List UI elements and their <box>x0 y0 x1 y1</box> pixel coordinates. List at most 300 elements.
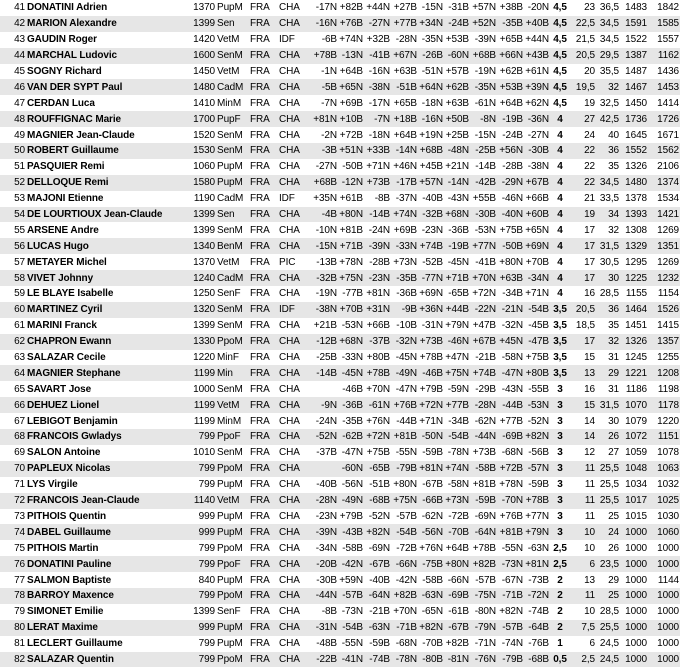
elo-rating: 1530 <box>178 143 216 159</box>
performance: 1186 <box>620 381 648 397</box>
round-2: +10B <box>338 111 364 127</box>
round-2: -12N <box>338 175 364 191</box>
rank-cell: 48 <box>0 111 26 127</box>
round-8: -68N <box>497 445 524 461</box>
performance: 1155 <box>620 286 648 302</box>
round-9: +71N <box>524 286 550 302</box>
round-3: -38N <box>364 79 391 95</box>
category: VetM <box>216 32 249 48</box>
elo-rating: 1370 <box>178 254 216 270</box>
round-1: -13B <box>306 254 338 270</box>
round-6: -36B <box>444 222 470 238</box>
elo-rating: 1340 <box>178 238 216 254</box>
round-5: +57N <box>418 175 444 191</box>
tiebreak-1: 22 <box>570 175 596 191</box>
round-1: -2N <box>306 127 338 143</box>
federation: FRA <box>249 524 278 540</box>
tiebreak-1: 15 <box>570 350 596 366</box>
round-4: +63B <box>391 64 418 80</box>
federation: FRA <box>249 477 278 493</box>
league: CHA <box>278 238 306 254</box>
table-row <box>0 79 680 95</box>
round-3: -24N <box>364 222 391 238</box>
round-7: +70N <box>470 270 497 286</box>
round-2: -55N <box>338 636 364 652</box>
player-name: ROBERT Guillaume <box>26 143 178 159</box>
table-row <box>0 397 680 413</box>
round-4: -36B <box>391 286 418 302</box>
tiebreak-1: 10 <box>570 540 596 556</box>
round-2: +76B <box>338 16 364 32</box>
federation: FRA <box>249 556 278 572</box>
round-8: -79B <box>497 652 524 668</box>
performance: 1000 <box>620 620 648 636</box>
round-1: -7N <box>306 95 338 111</box>
tiebreak-2: 31 <box>596 350 620 366</box>
rank-cell: 63 <box>0 350 26 366</box>
round-7: +55B <box>470 191 497 207</box>
table-row <box>0 302 680 318</box>
round-9: +66B <box>524 191 550 207</box>
performance: 1387 <box>620 48 648 64</box>
tiebreak-2: 30,5 <box>596 254 620 270</box>
elo-rating: 1330 <box>178 334 216 350</box>
round-5: +71N <box>418 413 444 429</box>
tiebreak-2: 40 <box>596 127 620 143</box>
performance: 1000 <box>620 556 648 572</box>
tiebreak-1: 10 <box>570 524 596 540</box>
performance: 1225 <box>620 270 648 286</box>
table-row <box>0 524 680 540</box>
rating-2: 1557 <box>648 32 680 48</box>
round-8: +76B <box>497 509 524 525</box>
tiebreak-1: 11 <box>570 588 596 604</box>
round-5: +74B <box>418 238 444 254</box>
round-2: +65N <box>338 79 364 95</box>
rating-2: 1000 <box>648 604 680 620</box>
performance: 1079 <box>620 413 648 429</box>
round-6: +80N <box>444 556 470 572</box>
tiebreak-1: 12 <box>570 445 596 461</box>
federation: FRA <box>249 48 278 64</box>
round-7: -57B <box>470 572 497 588</box>
round-3: -51B <box>364 477 391 493</box>
tiebreak-2: 32 <box>596 79 620 95</box>
round-7: -69N <box>470 509 497 525</box>
round-6: -69B <box>444 588 470 604</box>
rank-cell: 71 <box>0 477 26 493</box>
table-row <box>0 191 680 207</box>
round-9: -30B <box>524 143 550 159</box>
elo-rating: 1700 <box>178 111 216 127</box>
round-9: +44N <box>524 32 550 48</box>
round-2: -47N <box>338 445 364 461</box>
round-6: -48N <box>444 143 470 159</box>
round-5: -46B <box>418 365 444 381</box>
performance: 1000 <box>620 652 648 668</box>
round-9: -53N <box>524 397 550 413</box>
round-7: -61N <box>470 95 497 111</box>
player-name: LE BLAYE Isabelle <box>26 286 178 302</box>
round-4: -54B <box>391 524 418 540</box>
tiebreak-1: 22,5 <box>570 16 596 32</box>
round-9: +65N <box>524 222 550 238</box>
round-2: +70B <box>338 302 364 318</box>
round-5: +76N <box>418 540 444 556</box>
rank-cell: 82 <box>0 652 26 668</box>
round-4: -10B <box>391 318 418 334</box>
round-8: -28B <box>497 159 524 175</box>
rank-cell: 47 <box>0 95 26 111</box>
tiebreak-1: 21,5 <box>570 32 596 48</box>
round-1: -22B <box>306 652 338 668</box>
elo-rating: 1600 <box>178 48 216 64</box>
round-2: +74N <box>338 32 364 48</box>
table-row <box>0 238 680 254</box>
points: 3 <box>550 429 570 445</box>
round-4: -55N <box>391 445 418 461</box>
elo-rating: 1399 <box>178 318 216 334</box>
table-row <box>0 111 680 127</box>
round-1: -1N <box>306 64 338 80</box>
rank-cell: 55 <box>0 222 26 238</box>
round-6: +77B <box>444 397 470 413</box>
tiebreak-1: 6 <box>570 556 596 572</box>
round-9: +75B <box>524 350 550 366</box>
player-name: DONATINI Adrien <box>26 0 178 16</box>
round-9: +61N <box>524 64 550 80</box>
rank-cell: 77 <box>0 572 26 588</box>
round-1: -6B <box>306 32 338 48</box>
elo-rating: 799 <box>178 461 216 477</box>
tiebreak-2: 29,5 <box>596 48 620 64</box>
player-name: SAVART Jose <box>26 381 178 397</box>
tiebreak-2: 25,5 <box>596 493 620 509</box>
rating-2: 1000 <box>648 588 680 604</box>
round-4: -68N <box>391 636 418 652</box>
rank-cell: 52 <box>0 175 26 191</box>
league: CHA <box>278 652 306 668</box>
round-5: +68B <box>418 143 444 159</box>
federation: FRA <box>249 111 278 127</box>
table-row <box>0 652 680 668</box>
performance: 1000 <box>620 636 648 652</box>
round-8: +65B <box>497 32 524 48</box>
round-4: -45N <box>391 350 418 366</box>
performance: 1308 <box>620 222 648 238</box>
rating-2: 1415 <box>648 318 680 334</box>
category: PupM <box>216 175 249 191</box>
table-row <box>0 350 680 366</box>
round-4: -14N <box>391 143 418 159</box>
round-4: -33N <box>391 238 418 254</box>
rank-cell: 69 <box>0 445 26 461</box>
points: 2 <box>550 572 570 588</box>
round-1: +21B <box>306 318 338 334</box>
player-name: PASQUIER Remi <box>26 159 178 175</box>
round-2: +80N <box>338 207 364 223</box>
elo-rating: 840 <box>178 572 216 588</box>
category: PpoF <box>216 429 249 445</box>
points: 2 <box>550 620 570 636</box>
performance: 1487 <box>620 64 648 80</box>
player-name: MARCHAL Ludovic <box>26 48 178 64</box>
rating-2: 1255 <box>648 350 680 366</box>
player-name: MAGNIER Stephane <box>26 365 178 381</box>
round-3: +78B <box>364 365 391 381</box>
player-name: DE LOURTIOUX Jean-Claude <box>26 207 178 223</box>
round-4: -79B <box>391 461 418 477</box>
category: MinM <box>216 413 249 429</box>
round-1: -19N <box>306 286 338 302</box>
round-2: +69B <box>338 95 364 111</box>
elo-rating: 1010 <box>178 445 216 461</box>
round-2: -73N <box>338 604 364 620</box>
federation: FRA <box>249 222 278 238</box>
round-4: -51B <box>391 79 418 95</box>
federation: FRA <box>249 334 278 350</box>
round-4: -32N <box>391 334 418 350</box>
tiebreak-1: 6 <box>570 636 596 652</box>
league: CHA <box>278 318 306 334</box>
rank-cell: 76 <box>0 556 26 572</box>
round-6: -81N <box>444 652 470 668</box>
round-6: -43N <box>444 191 470 207</box>
tiebreak-2: 36,5 <box>596 0 620 16</box>
points: 3 <box>550 397 570 413</box>
tiebreak-2: 24,5 <box>596 652 620 668</box>
round-3: +75B <box>364 445 391 461</box>
round-3: +73B <box>364 175 391 191</box>
round-2: +78N <box>338 254 364 270</box>
round-9: -59B <box>524 477 550 493</box>
elo-rating: 1060 <box>178 159 216 175</box>
round-9: -56B <box>524 445 550 461</box>
table-row <box>0 16 680 32</box>
league: IDF <box>278 191 306 207</box>
round-9: -72N <box>524 588 550 604</box>
elo-rating: 1450 <box>178 64 216 80</box>
category: VetM <box>216 254 249 270</box>
round-5: -66B <box>418 493 444 509</box>
tiebreak-2: 25,5 <box>596 620 620 636</box>
rank-cell: 74 <box>0 524 26 540</box>
rating-2: 1154 <box>648 286 680 302</box>
round-7: -79N <box>470 620 497 636</box>
round-4: +69B <box>391 222 418 238</box>
federation: FRA <box>249 652 278 668</box>
round-9: -36N <box>524 111 550 127</box>
round-3: -16N <box>364 64 391 80</box>
category: PpoF <box>216 556 249 572</box>
round-4: +73N <box>391 254 418 270</box>
player-name: PITHOIS Quentin <box>26 509 178 525</box>
rating-2: 1526 <box>648 302 680 318</box>
federation: FRA <box>249 127 278 143</box>
round-7: +77N <box>470 238 497 254</box>
round-5: +72N <box>418 397 444 413</box>
round-3: +81N <box>364 286 391 302</box>
round-6: -19B <box>444 238 470 254</box>
round-6: -67B <box>444 620 470 636</box>
rating-2: 1726 <box>648 111 680 127</box>
league: CHA <box>278 572 306 588</box>
category: PupM <box>216 509 249 525</box>
round-6: +79N <box>444 318 470 334</box>
player-name: LERAT Maxime <box>26 620 178 636</box>
table-row <box>0 32 680 48</box>
round-3: -7N <box>364 111 391 127</box>
round-5: +69N <box>418 286 444 302</box>
table-row <box>0 48 680 64</box>
round-4: +64B <box>391 127 418 143</box>
round-2: +82B <box>338 0 364 16</box>
round-7: -29B <box>470 381 497 397</box>
category: SenM <box>216 445 249 461</box>
federation: FRA <box>249 493 278 509</box>
round-7: -35N <box>470 79 497 95</box>
round-8: -43N <box>497 381 524 397</box>
round-5: -50N <box>418 429 444 445</box>
round-7: +72N <box>470 286 497 302</box>
performance: 1326 <box>620 334 648 350</box>
elo-rating: 799 <box>178 556 216 572</box>
round-7: -8N <box>470 111 497 127</box>
round-6: +73N <box>444 493 470 509</box>
elo-rating: 1320 <box>178 302 216 318</box>
round-2: -57B <box>338 588 364 604</box>
rating-2: 1025 <box>648 493 680 509</box>
round-6: -65B <box>444 286 470 302</box>
round-5: -62N <box>418 509 444 525</box>
rating-2: 1269 <box>648 222 680 238</box>
round-9: -73B <box>524 572 550 588</box>
rating-2: 1151 <box>648 429 680 445</box>
federation: FRA <box>249 365 278 381</box>
player-name: FRANCOIS Gwladys <box>26 429 178 445</box>
round-1: -5B <box>306 79 338 95</box>
tiebreak-2: 27 <box>596 445 620 461</box>
player-name: BARROY Maxence <box>26 588 178 604</box>
rating-2: 1269 <box>648 254 680 270</box>
round-2: -54B <box>338 620 364 636</box>
rating-2: 1000 <box>648 620 680 636</box>
round-2: -58B <box>338 540 364 556</box>
player-name: ROUFFIGNAC Marie <box>26 111 178 127</box>
round-8: -69B <box>497 429 524 445</box>
round-2: +75N <box>338 270 364 286</box>
round-3: -64N <box>364 588 391 604</box>
federation: FRA <box>249 540 278 556</box>
rank-cell: 78 <box>0 588 26 604</box>
rank-cell: 59 <box>0 286 26 302</box>
league: CHA <box>278 524 306 540</box>
round-8: -67N <box>497 572 524 588</box>
league: CHA <box>278 620 306 636</box>
round-8: -73N <box>497 556 524 572</box>
league: CHA <box>278 270 306 286</box>
rating-2: 1357 <box>648 334 680 350</box>
elo-rating: 1370 <box>178 0 216 16</box>
federation: FRA <box>249 191 278 207</box>
points: 2 <box>550 604 570 620</box>
round-6: +21N <box>444 159 470 175</box>
performance: 1645 <box>620 127 648 143</box>
round-4: +74N <box>391 207 418 223</box>
round-8: +63B <box>497 270 524 286</box>
round-5: -52B <box>418 254 444 270</box>
round-9: -47B <box>524 334 550 350</box>
round-4: +81B <box>391 429 418 445</box>
round-8: +78N <box>497 477 524 493</box>
category: PpoM <box>216 334 249 350</box>
round-1: -23N <box>306 509 338 525</box>
category: Sen <box>216 207 249 223</box>
rating-2: 1198 <box>648 381 680 397</box>
table-row <box>0 365 680 381</box>
federation: FRA <box>249 143 278 159</box>
round-2: +59N <box>338 572 364 588</box>
round-8: +56N <box>497 143 524 159</box>
player-name: VIVET Johnny <box>26 270 178 286</box>
player-name: CHAPRON Ewann <box>26 334 178 350</box>
tiebreak-1: 23 <box>570 0 596 16</box>
player-name: LEBIGOT Benjamin <box>26 413 178 429</box>
rating-2: 1178 <box>648 397 680 413</box>
federation: FRA <box>249 429 278 445</box>
round-5: -18N <box>418 95 444 111</box>
round-7: -64N <box>470 524 497 540</box>
federation: FRA <box>249 318 278 334</box>
league: CHA <box>278 64 306 80</box>
rank-cell: 73 <box>0 509 26 525</box>
round-9: +39N <box>524 79 550 95</box>
tiebreak-1: 2,5 <box>570 652 596 668</box>
table-row <box>0 64 680 80</box>
round-8: +80N <box>497 254 524 270</box>
points: 3 <box>550 461 570 477</box>
round-1 <box>306 461 338 477</box>
tiebreak-2: 31,5 <box>596 238 620 254</box>
round-3: +80B <box>364 350 391 366</box>
league: CHA <box>278 79 306 95</box>
table-row <box>0 604 680 620</box>
round-8: -24B <box>497 127 524 143</box>
round-9: +62N <box>524 95 550 111</box>
round-8: +75B <box>497 222 524 238</box>
round-5: -70B <box>418 636 444 652</box>
table-row <box>0 445 680 461</box>
table-row <box>0 175 680 191</box>
points: 3 <box>550 381 570 397</box>
elo-rating: 799 <box>178 429 216 445</box>
round-3: -67B <box>364 556 391 572</box>
round-6: +47N <box>444 350 470 366</box>
category: VetM <box>216 64 249 80</box>
category: SenM <box>216 222 249 238</box>
round-5: -40B <box>418 191 444 207</box>
round-2: +81B <box>338 222 364 238</box>
rating-2: 1232 <box>648 270 680 286</box>
points: 4 <box>550 286 570 302</box>
round-2: -41N <box>338 652 364 668</box>
rating-2: 1144 <box>648 572 680 588</box>
round-8: -44B <box>497 397 524 413</box>
tiebreak-2: 42,5 <box>596 111 620 127</box>
round-3: -52N <box>364 509 391 525</box>
round-9: -63N <box>524 540 550 556</box>
round-5: -15N <box>418 0 444 16</box>
